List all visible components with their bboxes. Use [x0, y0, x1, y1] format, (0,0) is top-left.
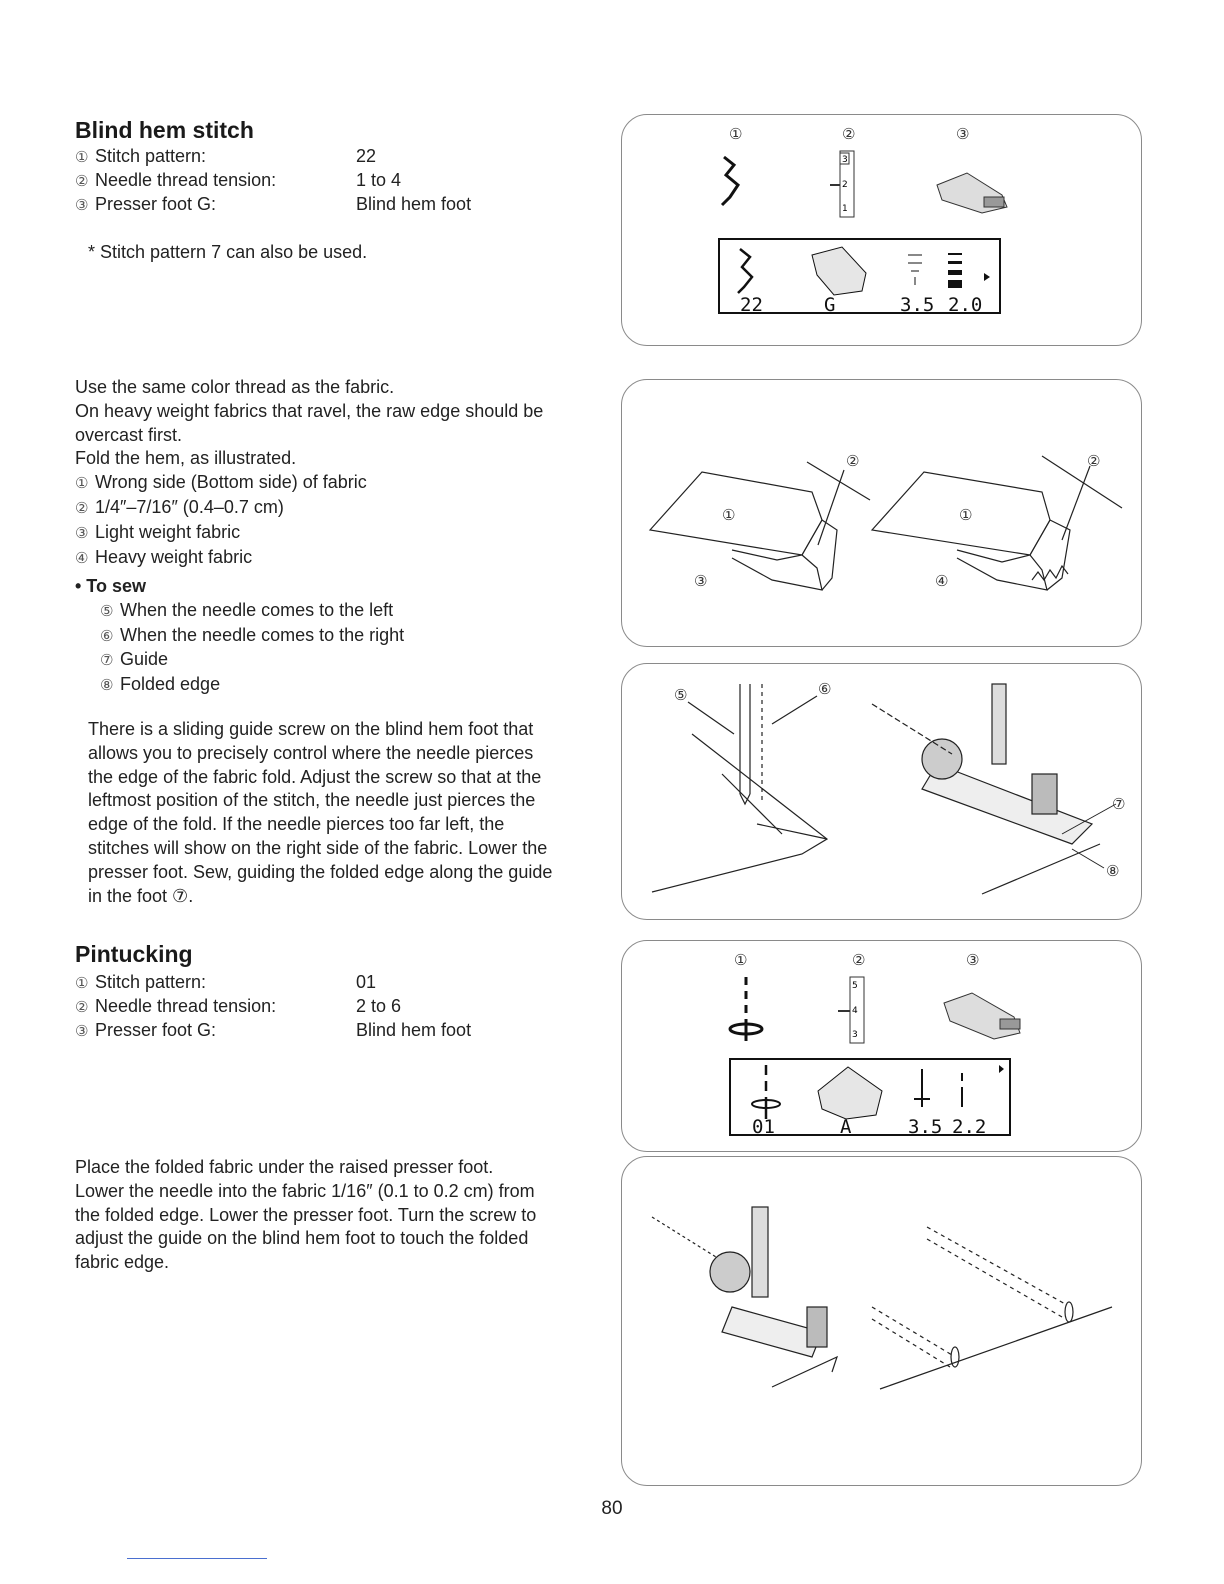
- pintuck-presser-foot-illustration: [652, 1207, 837, 1387]
- callout-3: ③: [956, 125, 970, 143]
- sewing-illustration-panel: [621, 663, 1142, 920]
- to-sew-block: [75, 575, 404, 698]
- callout-2: ②: [852, 951, 866, 969]
- setting-row: ② Needle thread tension:: [75, 996, 277, 1016]
- needle-position-illustration: [652, 684, 827, 892]
- text-line: stitches will show on the right side of the fabric. Lower the: [88, 837, 548, 858]
- page-number: 80: [601, 1498, 623, 1519]
- section-title-blind-hem: Blind hem stitch: [75, 117, 254, 143]
- heavy-fabric-fold-illustration: [872, 456, 1122, 590]
- text-line: Use the same color thread as the fabric.: [75, 377, 395, 397]
- callout-2: ②: [842, 125, 856, 143]
- setting-row: ③ Presser foot G:: [75, 194, 217, 214]
- lcd-foot: A: [840, 1116, 852, 1138]
- lcd-display: [730, 1059, 1010, 1138]
- instructions-block: [75, 376, 543, 570]
- pattern-note: * Stitch pattern 7 can also be used.: [88, 242, 368, 262]
- lcd-width: 3.5: [900, 294, 935, 316]
- setting-value: 22: [356, 146, 377, 166]
- setting-value: 2 to 6: [356, 996, 402, 1016]
- callout-2: ②: [1087, 452, 1101, 470]
- callout-1: ①: [722, 506, 736, 524]
- pintuck-illustration-panel: [621, 1156, 1142, 1486]
- dial-number: 1: [842, 204, 848, 214]
- blind-hem-stitch-icon: [722, 157, 738, 205]
- text-line: adjust the guide on the blind hem foot to touch the folded: [75, 1228, 529, 1249]
- list-item: ④ Heavy weight fabric: [75, 546, 253, 567]
- list-item: ③ Light weight fabric: [75, 521, 241, 542]
- presser-foot-guide-illustration: [872, 684, 1100, 894]
- setting-value: Blind hem foot: [356, 1020, 472, 1040]
- callout-1: ①: [959, 506, 973, 524]
- text-line: the folded edge. Lower the presser foot. Turn the screw to: [75, 1204, 537, 1225]
- dial-number: 3: [852, 1030, 858, 1040]
- text-line: allows you to precisely control where the needle pierces: [88, 742, 534, 763]
- text-line: Place the folded fabric under the raised presser foot.: [75, 1157, 494, 1177]
- pintucking-paragraph: [75, 1156, 536, 1275]
- lcd-pattern: 22: [740, 294, 763, 316]
- lcd-length: 2.2: [952, 1116, 987, 1138]
- callout-6: ⑥: [818, 680, 832, 698]
- text-line: leftmost position of the stitch, the needle just pierces the: [88, 790, 536, 811]
- list-item: ⑥ When the needle comes to the right: [100, 624, 405, 645]
- text-line: On heavy weight fabrics that ravel, the raw edge should be: [75, 400, 544, 421]
- text-line: the edge of the fabric fold. Adjust the screw so that at the: [88, 766, 542, 787]
- setting-row: ③ Presser foot G:: [75, 1020, 217, 1040]
- callout-2: ②: [846, 452, 860, 470]
- text-line: in the foot ⑦.: [88, 885, 194, 906]
- setting-row: ② Needle thread tension:: [75, 170, 277, 190]
- dial-number: 2: [842, 180, 848, 190]
- setting-value: 1 to 4: [356, 170, 402, 190]
- presser-foot-icon: [937, 173, 1007, 213]
- text-line: fabric edge.: [75, 1252, 170, 1273]
- callout-5: ⑤: [674, 686, 688, 704]
- callout-8: ⑧: [1106, 862, 1120, 880]
- dial-number: 3: [842, 155, 848, 165]
- pintuck-fabric-illustration: [872, 1227, 1112, 1389]
- text-line: edge of the fold. If the needle pierces too far left, the: [88, 814, 505, 835]
- list-item: ⑤ When the needle comes to the left: [100, 599, 394, 620]
- section-title-pintucking: Pintucking: [75, 941, 193, 967]
- lcd-display: [719, 239, 1000, 316]
- callout-1: ①: [729, 125, 743, 143]
- text-line: Lower the needle into the fabric 1/16″ (0.1 to 0.2 cm) from: [75, 1180, 535, 1201]
- callout-1: ①: [734, 951, 748, 969]
- lcd-foot: G: [824, 294, 836, 316]
- lcd-pattern: 01: [752, 1116, 775, 1138]
- dial-number: 4: [852, 1006, 858, 1016]
- lcd-length: 2.0: [948, 294, 983, 316]
- tension-dial-icon: [838, 977, 864, 1043]
- setting-value: 01: [356, 972, 377, 992]
- callout-7: ⑦: [1112, 795, 1126, 813]
- callout-3: ③: [966, 951, 980, 969]
- callout-3: ③: [694, 572, 708, 590]
- blind-hem-settings-panel: [621, 114, 1142, 346]
- setting-row: ① Stitch pattern:: [75, 972, 207, 992]
- setting-value: Blind hem foot: [356, 194, 472, 214]
- to-sew-heading: • To sew: [75, 576, 146, 596]
- guide-screw-paragraph: [88, 718, 552, 908]
- text-line: overcast first.: [75, 424, 183, 445]
- list-item: ① Wrong side (Bottom side) of fabric: [75, 472, 367, 493]
- fold-illustration-panel: [621, 379, 1142, 647]
- lcd-width: 3.5: [908, 1116, 943, 1138]
- list-item: ② 1/4″–7/16″ (0.4–0.7 cm): [75, 496, 284, 517]
- list-item: ⑦ Guide: [100, 649, 169, 670]
- text-line: There is a sliding guide screw on the blind hem foot that: [88, 719, 534, 739]
- straight-stitch-icon: [730, 977, 762, 1041]
- text-line: Fold the hem, as illustrated.: [75, 448, 297, 469]
- presser-foot-icon: [944, 993, 1020, 1039]
- text-line: presser foot. Sew, guiding the folded edge along the guide: [88, 861, 553, 882]
- light-fabric-fold-illustration: [650, 462, 870, 590]
- setting-row: ① Stitch pattern:: [75, 146, 207, 166]
- dial-number: 5: [852, 981, 858, 991]
- footer-divider: [127, 1558, 267, 1559]
- callout-4: ④: [935, 572, 949, 590]
- pintucking-settings-panel: [621, 940, 1142, 1152]
- list-item: ⑧ Folded edge: [100, 674, 221, 695]
